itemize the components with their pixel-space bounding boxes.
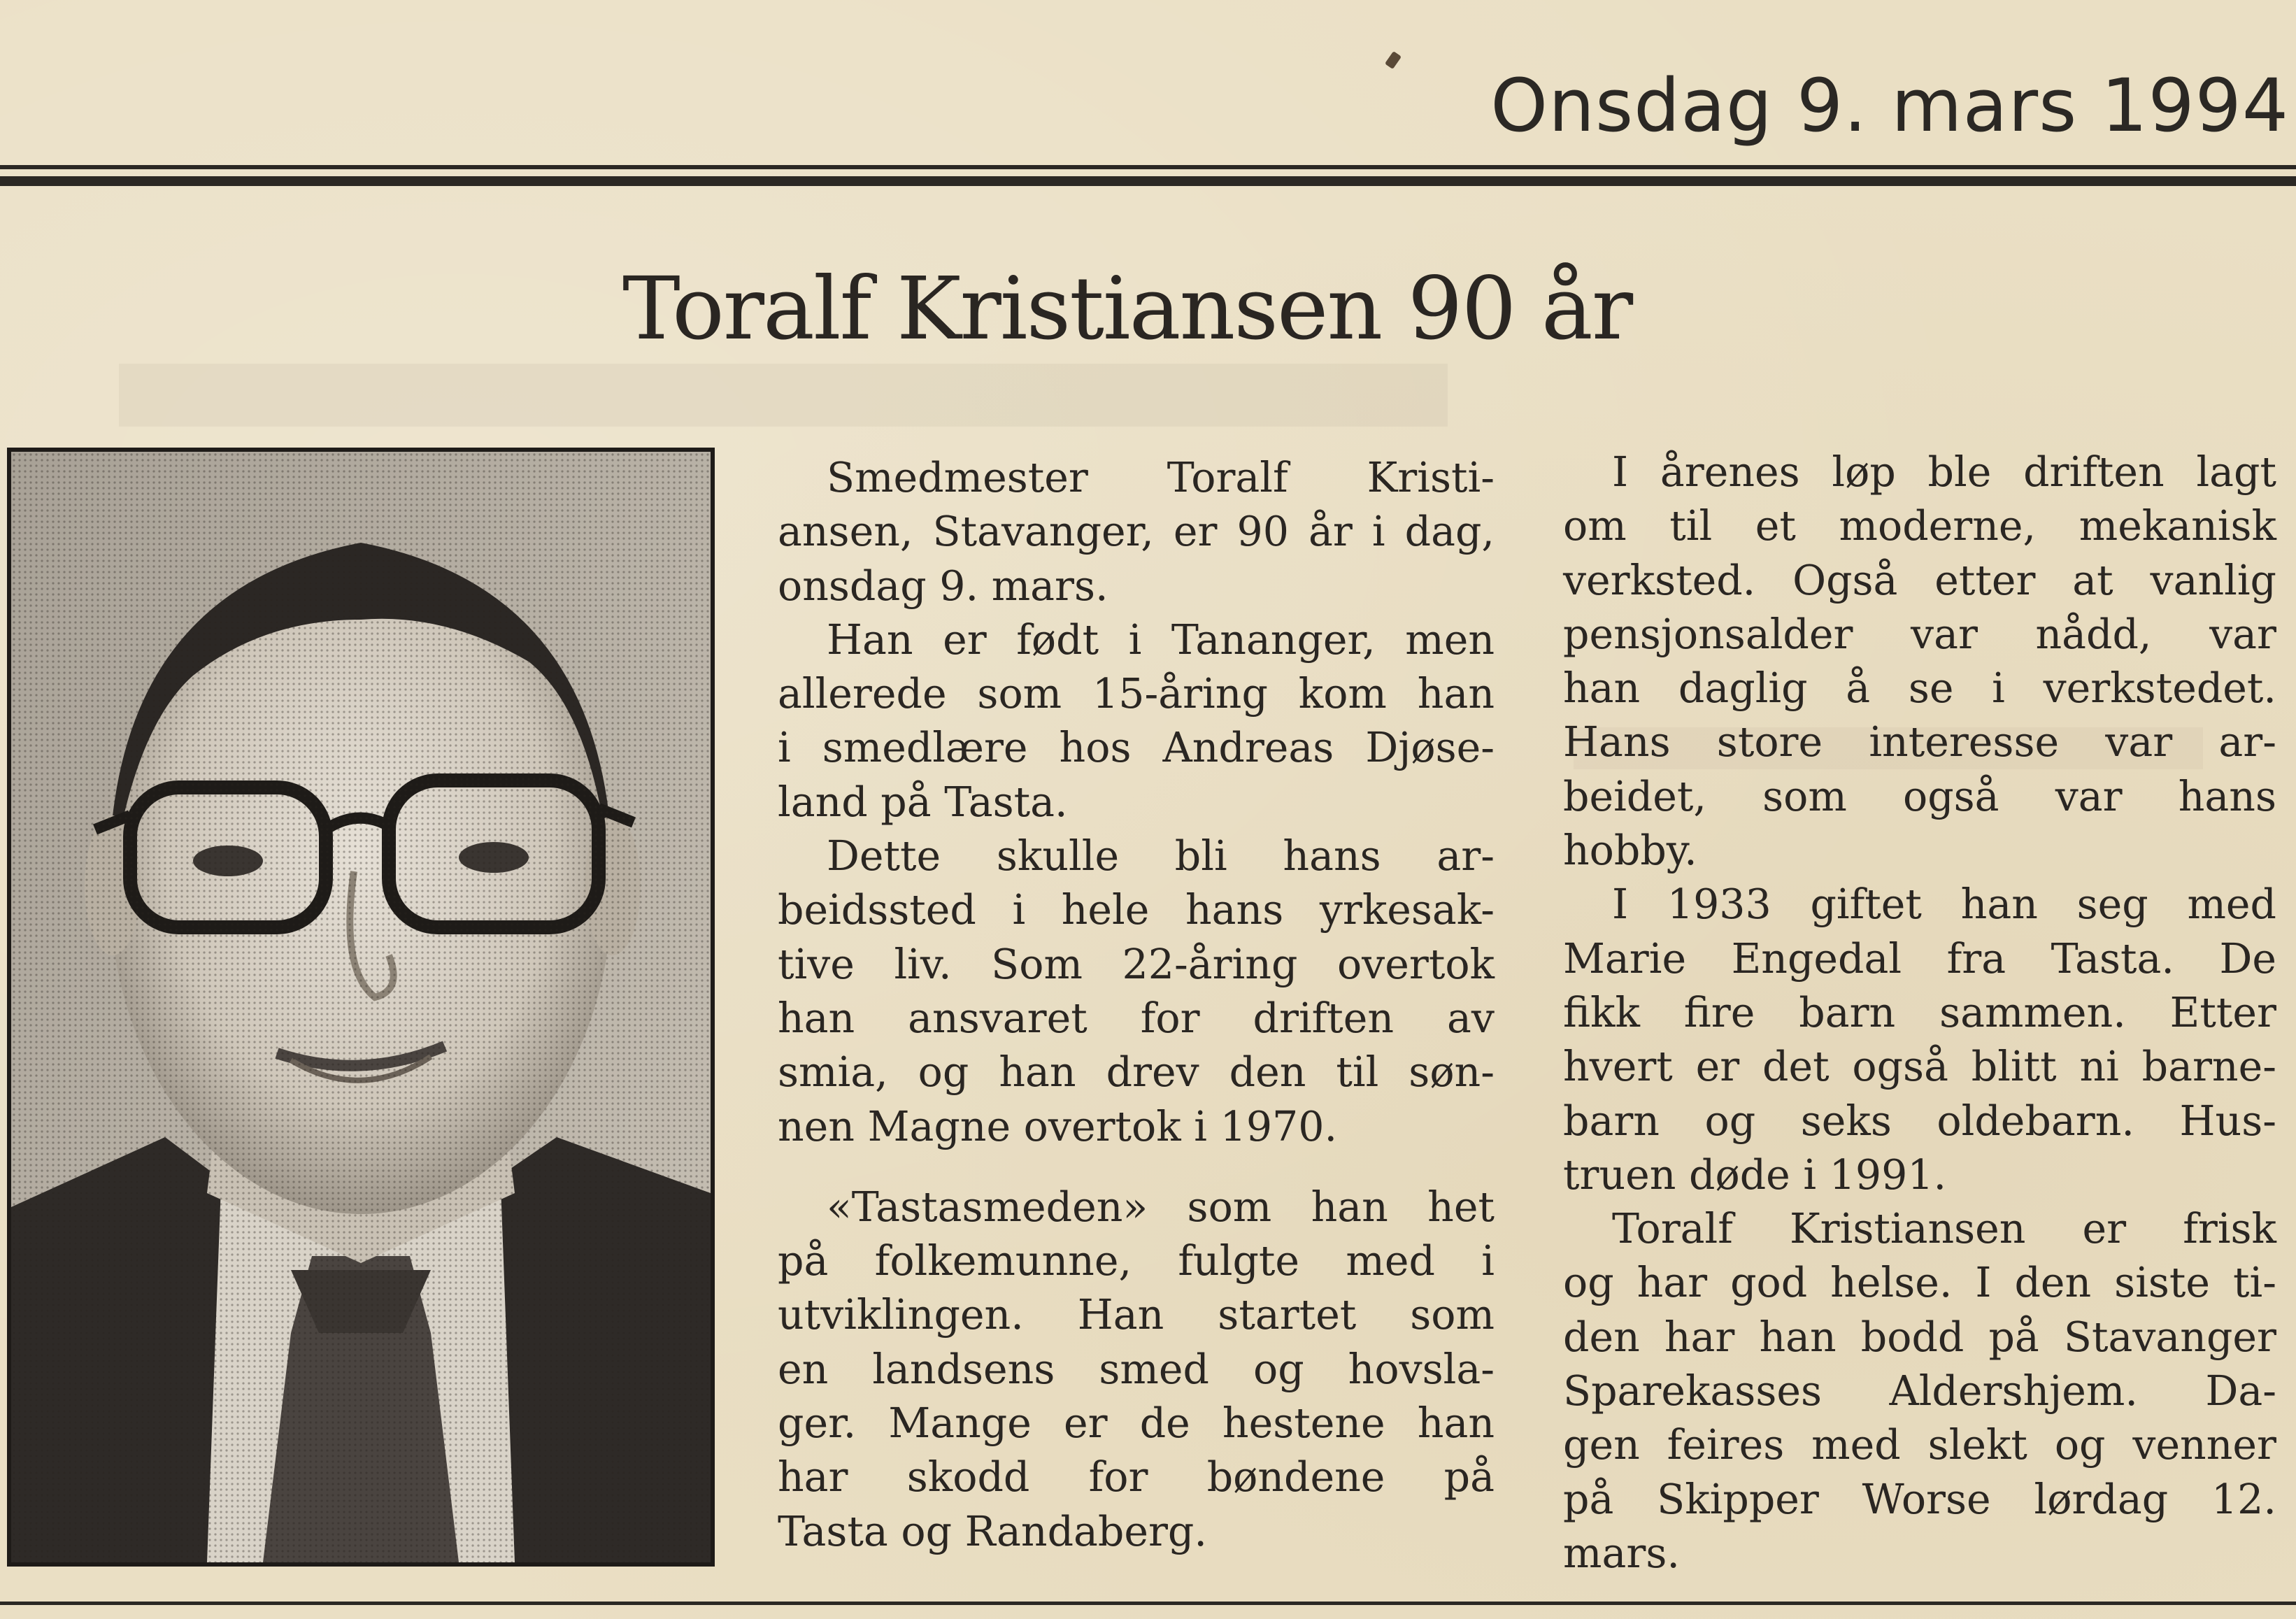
text-line: Han er født i Tananger, men bbox=[827, 615, 1495, 664]
text-line: beidet, som også var hans bbox=[1563, 772, 2276, 820]
header-rule-thick bbox=[0, 176, 2296, 186]
text-line: den har han bodd på Stavanger bbox=[1563, 1313, 2276, 1361]
text-line: «Tastasmeden» som han het bbox=[827, 1183, 1495, 1231]
text-line: onsdag 9. mars. bbox=[778, 562, 1108, 610]
text-line: Tasta og Randaberg. bbox=[778, 1507, 1207, 1555]
text-line: ger. Mange er de hestene han bbox=[778, 1399, 1495, 1448]
text-line: land på Tasta. bbox=[778, 778, 1068, 826]
text-line: han ansvaret for driften av bbox=[778, 994, 1495, 1042]
text-line: tive liv. Som 22-åring overtok bbox=[778, 940, 1495, 988]
text-line: om til et moderne, mekanisk bbox=[1563, 502, 2276, 550]
headline: Toralf Kristiansen 90 år bbox=[622, 259, 1632, 359]
text-line: verksted. Også etter at vanlig bbox=[1563, 556, 2276, 604]
portrait-illustration bbox=[11, 452, 711, 1562]
text-line: fikk fire barn sammen. Etter bbox=[1563, 988, 2276, 1036]
text-line: ansen, Stavanger, er 90 år i dag, bbox=[778, 508, 1495, 556]
text-line: hvert er det også blitt ni barne- bbox=[1563, 1043, 2276, 1091]
text-line: Dette skulle bli hans ar- bbox=[827, 832, 1495, 880]
text-line: og har god helse. I den siste ti- bbox=[1563, 1259, 2276, 1307]
text-line: han daglig å se i verkstedet. bbox=[1563, 664, 2276, 713]
text-line: på folkemunne, fulgte med i bbox=[778, 1237, 1495, 1285]
text-line: Marie Engedal fra Tasta. De bbox=[1563, 934, 2276, 983]
text-line: I 1933 giftet han seg med bbox=[1612, 880, 2276, 929]
text-line: pensjonsalder var nådd, var bbox=[1563, 610, 2276, 658]
bleed-through-texture bbox=[119, 364, 1448, 427]
bottom-rule bbox=[0, 1602, 2296, 1605]
article-column-2 bbox=[1563, 445, 2276, 1581]
text-line: har skodd for bøndene på bbox=[778, 1453, 1495, 1502]
text-line: allerede som 15-åring kom han bbox=[778, 670, 1495, 718]
text-line: barn og seks oldebarn. Hus- bbox=[1563, 1097, 2276, 1145]
text-line: truen døde i 1991. bbox=[1563, 1150, 1947, 1199]
text-line: utviklingen. Han startet som bbox=[778, 1291, 1495, 1339]
text-line: Smedmester Toralf Kristi- bbox=[827, 454, 1495, 501]
portrait-photo bbox=[7, 448, 715, 1567]
text-line: gen feires med slekt og venner bbox=[1563, 1421, 2276, 1469]
text-line: smia, og han drev den til søn- bbox=[778, 1048, 1495, 1097]
dateline: Onsdag 9. mars 1994 bbox=[1490, 63, 2289, 148]
text-line: I årenes løp ble driften lagt bbox=[1612, 448, 2276, 496]
header-rule-thin bbox=[0, 165, 2296, 169]
text-line: Toralf Kristiansen er frisk bbox=[1612, 1205, 2276, 1253]
text-line: på Skipper Worse lørdag 12. bbox=[1563, 1475, 2276, 1523]
text-line: i smedlære hos Andreas Djøse- bbox=[778, 724, 1495, 772]
text-line: beidssted i hele hans yrkesak- bbox=[778, 886, 1495, 934]
text-line: mars. bbox=[1563, 1529, 1680, 1577]
article-column-1 bbox=[778, 451, 1495, 1559]
text-line: nen Magne overtok i 1970. bbox=[778, 1102, 1338, 1150]
text-line: Sparekasses Aldershjem. Da- bbox=[1563, 1367, 2276, 1415]
text-line: en landsens smed og hovsla- bbox=[778, 1345, 1495, 1393]
text-line: Hans store interesse var ar- bbox=[1563, 718, 2276, 766]
paragraph-gap bbox=[778, 1154, 1495, 1181]
text-line: hobby. bbox=[1563, 827, 1697, 875]
